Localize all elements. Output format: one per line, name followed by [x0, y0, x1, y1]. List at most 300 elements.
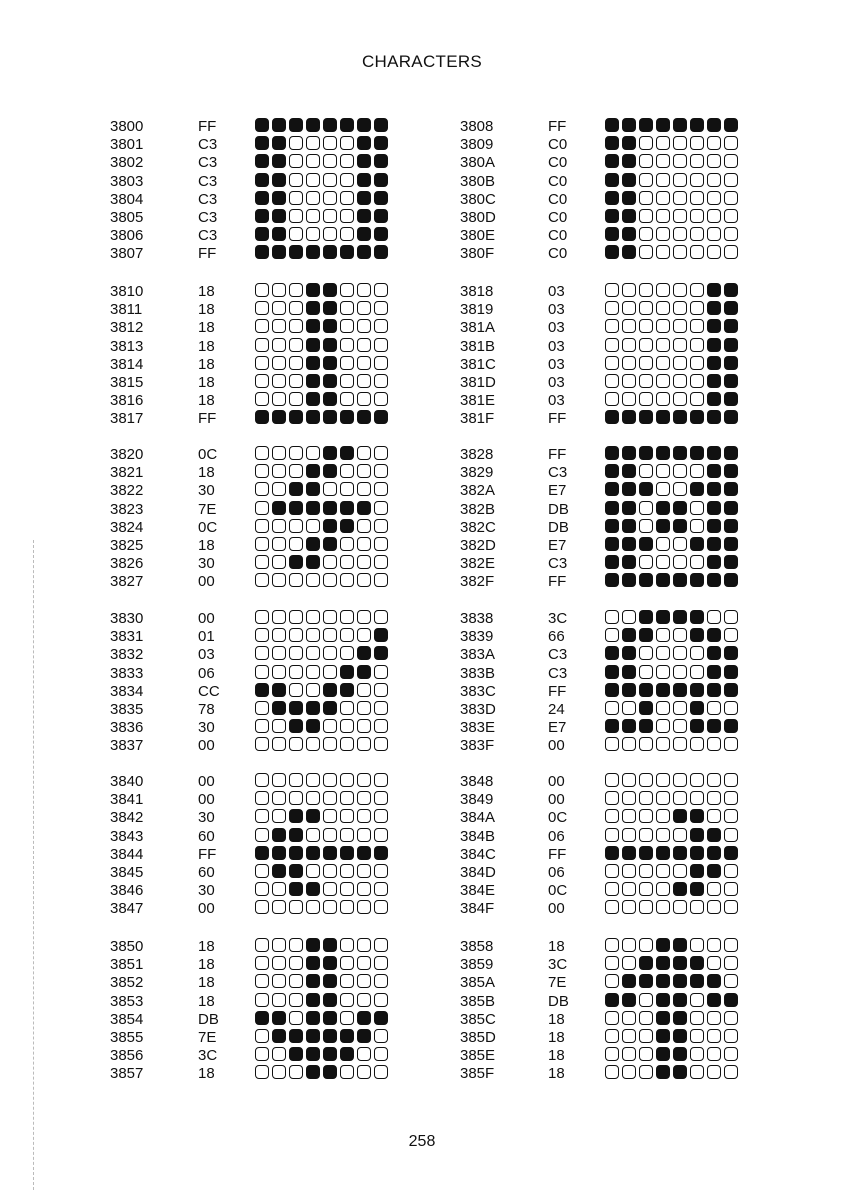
pixel-on: [306, 118, 320, 132]
pixel-off: [255, 900, 269, 914]
pixel-off: [656, 154, 670, 168]
pixel-on: [707, 864, 721, 878]
pixel-on: [707, 446, 721, 460]
hex-value: C0: [548, 136, 568, 154]
pixel-on: [255, 209, 269, 223]
address-label: 3845: [110, 864, 144, 881]
pixel-off: [673, 464, 687, 478]
pixel-on: [272, 154, 286, 168]
pixel-off: [306, 173, 320, 187]
pixel-off: [340, 737, 354, 751]
pixel-off: [289, 464, 303, 478]
hex-value: 30: [198, 882, 215, 900]
pixel-on: [605, 209, 619, 223]
pixel-off: [289, 900, 303, 914]
hex-value: C3: [198, 209, 218, 226]
address-label: 3844: [110, 845, 144, 863]
pixel-on: [673, 446, 687, 460]
pixel-on: [306, 809, 320, 823]
pixel-off: [272, 882, 286, 896]
pixel-off: [357, 537, 371, 551]
page-number: 258: [408, 1133, 436, 1150]
pixel-off: [707, 882, 721, 896]
pixel-off: [323, 227, 337, 241]
pixel-off: [605, 610, 619, 624]
pixel-off: [605, 338, 619, 352]
pixel-off: [605, 1029, 619, 1043]
hex-value: 00: [198, 773, 215, 790]
pixel-off: [289, 446, 303, 460]
pixel-on: [707, 482, 721, 496]
pixel-off: [357, 938, 371, 952]
pixel-on: [605, 446, 619, 460]
pixel-on: [306, 356, 320, 370]
pixel-on: [340, 1029, 354, 1043]
pixel-off: [639, 791, 653, 805]
pixel-off: [673, 301, 687, 315]
pixel-on: [357, 173, 371, 187]
pixel-off: [656, 537, 670, 551]
pixel-off: [724, 1011, 738, 1025]
pixel-on: [289, 719, 303, 733]
pixel-on: [289, 1029, 303, 1043]
pixel-off: [673, 900, 687, 914]
pixel-off: [289, 683, 303, 697]
pixel-on: [707, 319, 721, 333]
pixel-off: [289, 646, 303, 660]
pixel-on: [306, 555, 320, 569]
pixel-on: [622, 501, 636, 515]
pixel-off: [639, 245, 653, 259]
pixel-off: [724, 938, 738, 952]
pixel-off: [724, 628, 738, 642]
pixel-off: [374, 719, 388, 733]
pixel-on: [690, 410, 704, 424]
pixel-off: [622, 392, 636, 406]
pixel-on: [724, 464, 738, 478]
hex-value: C3: [548, 664, 568, 682]
pixel-on: [639, 701, 653, 715]
pixel-off: [707, 956, 721, 970]
pixel-on: [639, 573, 653, 587]
hex-value: FF: [548, 845, 567, 863]
pixel-off: [656, 701, 670, 715]
pixel-off: [639, 864, 653, 878]
pixel-off: [656, 791, 670, 805]
pixel-on: [605, 118, 619, 132]
pixel-on: [605, 683, 619, 697]
pixel-off: [724, 701, 738, 715]
pixel-on: [289, 809, 303, 823]
pixel-off: [289, 537, 303, 551]
pixel-on: [622, 245, 636, 259]
pixel-off: [656, 227, 670, 241]
pixel-off: [639, 392, 653, 406]
pixel-on: [306, 301, 320, 315]
pixel-on: [656, 501, 670, 515]
pixel-on: [306, 338, 320, 352]
pixel-on: [289, 118, 303, 132]
pixel-on: [323, 1065, 337, 1079]
address-label: 3830: [110, 610, 144, 627]
pixel-on: [272, 683, 286, 697]
hex-value: FF: [198, 845, 217, 863]
pixel-on: [255, 410, 269, 424]
hex-value: 18: [198, 956, 215, 974]
pixel-off: [306, 227, 320, 241]
pixel-off: [255, 773, 269, 787]
pixel-on: [707, 392, 721, 406]
pixel-on: [306, 1029, 320, 1043]
pixel-off: [289, 573, 303, 587]
pixel-on: [673, 938, 687, 952]
pixel-off: [272, 665, 286, 679]
pixel-on: [289, 1047, 303, 1061]
pixel-on: [272, 846, 286, 860]
pixel-off: [255, 374, 269, 388]
hex-value: 30: [198, 809, 215, 827]
pixel-off: [357, 737, 371, 751]
pixel-off: [323, 791, 337, 805]
pixel-off: [374, 974, 388, 988]
address-label: 382C: [460, 518, 496, 536]
pixel-on: [724, 319, 738, 333]
address-label: 3808: [460, 118, 494, 135]
pixel-off: [289, 338, 303, 352]
pixel-on: [272, 1029, 286, 1043]
pixel-off: [272, 374, 286, 388]
pixel-on: [340, 665, 354, 679]
pixel-off: [622, 828, 636, 842]
pixel-off: [323, 136, 337, 150]
hex-value: 00: [548, 791, 565, 809]
pixel-off: [374, 446, 388, 460]
pixel-on: [306, 974, 320, 988]
pixel-on: [605, 227, 619, 241]
pixel-off: [340, 993, 354, 1007]
pixel-off: [639, 1029, 653, 1043]
pixel-on: [673, 882, 687, 896]
pixel-off: [323, 154, 337, 168]
pixel-off: [289, 737, 303, 751]
pixel-off: [340, 974, 354, 988]
pixel-off: [656, 464, 670, 478]
pixel-off: [690, 646, 704, 660]
pixel-on: [289, 864, 303, 878]
pixel-off: [707, 610, 721, 624]
pixel-on: [605, 519, 619, 533]
hex-value: FF: [548, 118, 567, 135]
hex-value: FF: [198, 245, 217, 263]
pixel-off: [289, 628, 303, 642]
address-label: 382D: [460, 537, 496, 554]
pixel-off: [673, 628, 687, 642]
pixel-off: [255, 1047, 269, 1061]
pixel-on: [724, 683, 738, 697]
pixel-on: [656, 956, 670, 970]
pixel-off: [724, 209, 738, 223]
pixel-off: [340, 573, 354, 587]
pixel-on: [323, 410, 337, 424]
pixel-off: [255, 956, 269, 970]
pixel-off: [323, 809, 337, 823]
hex-value: 18: [198, 392, 215, 410]
pixel-off: [656, 209, 670, 223]
pixel-on: [323, 846, 337, 860]
hex-value: 3C: [198, 1047, 218, 1065]
pixel-on: [622, 482, 636, 496]
hex-value: 00: [198, 737, 215, 755]
pixel-on: [707, 537, 721, 551]
pixel-off: [622, 809, 636, 823]
pixel-off: [690, 374, 704, 388]
pixel-off: [639, 1047, 653, 1061]
pixel-off: [724, 956, 738, 970]
pixel-off: [289, 773, 303, 787]
pixel-off: [673, 173, 687, 187]
hex-value: 18: [198, 537, 215, 554]
pixel-off: [724, 1065, 738, 1079]
address-label: 380B: [460, 172, 496, 190]
hex-value: 06: [548, 827, 565, 845]
address-label: 3806: [110, 227, 144, 245]
pixel-off: [340, 301, 354, 315]
pixel-on: [605, 555, 619, 569]
pixel-on: [707, 665, 721, 679]
pixel-off: [605, 628, 619, 642]
pixel-off: [639, 136, 653, 150]
pixel-off: [374, 555, 388, 569]
pixel-off: [340, 555, 354, 569]
pixel-on: [673, 683, 687, 697]
pixel-on: [306, 1065, 320, 1079]
pixel-off: [357, 974, 371, 988]
pixel-off: [690, 555, 704, 569]
address-label: 3843: [110, 827, 144, 845]
pixel-on: [707, 628, 721, 642]
pixel-on: [323, 374, 337, 388]
pixel-off: [622, 356, 636, 370]
address-label: 381F: [460, 410, 495, 428]
pixel-off: [357, 900, 371, 914]
hex-value: 00: [198, 573, 215, 591]
pixel-off: [690, 301, 704, 315]
pixel-off: [340, 482, 354, 496]
address-label: 3811: [110, 301, 143, 319]
pixel-off: [724, 173, 738, 187]
pixel-on: [289, 555, 303, 569]
pixel-on: [673, 573, 687, 587]
pixel-off: [306, 610, 320, 624]
hex-value: E7: [548, 537, 567, 554]
pixel-off: [673, 245, 687, 259]
pixel-on: [622, 646, 636, 660]
pixel-on: [357, 136, 371, 150]
pixel-on: [323, 938, 337, 952]
pixel-on: [323, 974, 337, 988]
pixel-on: [374, 1011, 388, 1025]
pixel-on: [605, 173, 619, 187]
pixel-off: [707, 136, 721, 150]
pixel-off: [724, 828, 738, 842]
pixel-off: [605, 974, 619, 988]
pixel-off: [340, 1011, 354, 1025]
pixel-on: [357, 1029, 371, 1043]
pixel-off: [639, 773, 653, 787]
pixel-off: [374, 283, 388, 297]
address-label: 385F: [460, 1065, 495, 1083]
pixel-off: [289, 356, 303, 370]
pixel-off: [272, 974, 286, 988]
pixel-off: [289, 1011, 303, 1025]
pixel-on: [639, 482, 653, 496]
pixel-off: [255, 737, 269, 751]
pixel-off: [255, 993, 269, 1007]
pixel-off: [673, 209, 687, 223]
hex-value: 00: [198, 791, 215, 809]
pixel-off: [656, 245, 670, 259]
address-label: 381D: [460, 374, 496, 391]
pixel-on: [673, 501, 687, 515]
pixel-off: [306, 683, 320, 697]
pixel-on: [673, 118, 687, 132]
pixel-off: [724, 245, 738, 259]
pixel-on: [622, 974, 636, 988]
address-label: 383E: [460, 719, 496, 737]
pixel-on: [622, 993, 636, 1007]
pixel-off: [255, 392, 269, 406]
address-label: 3813: [110, 337, 144, 355]
pixel-off: [306, 828, 320, 842]
pixel-on: [289, 846, 303, 860]
hex-value: C3: [198, 227, 218, 245]
pixel-on: [622, 537, 636, 551]
pixel-on: [605, 719, 619, 733]
pixel-off: [605, 864, 619, 878]
pixel-on: [272, 245, 286, 259]
pixel-off: [255, 809, 269, 823]
pixel-on: [289, 482, 303, 496]
pixel-on: [306, 1011, 320, 1025]
pixel-off: [724, 1047, 738, 1061]
pixel-off: [255, 573, 269, 587]
pixel-off: [707, 227, 721, 241]
pixel-off: [272, 283, 286, 297]
pixel-on: [690, 701, 704, 715]
pixel-off: [255, 301, 269, 315]
pixel-off: [690, 773, 704, 787]
pixel-off: [690, 665, 704, 679]
address-label: 380C: [460, 190, 496, 208]
pixel-off: [255, 938, 269, 952]
hex-value: 18: [548, 1029, 565, 1046]
pixel-off: [707, 701, 721, 715]
pixel-off: [707, 173, 721, 187]
hex-value: 30: [198, 482, 215, 500]
pixel-off: [272, 301, 286, 315]
pixel-on: [357, 410, 371, 424]
pixel-on: [255, 191, 269, 205]
pixel-on: [622, 683, 636, 697]
pixel-off: [255, 791, 269, 805]
pixel-on: [724, 665, 738, 679]
pixel-on: [323, 501, 337, 515]
pixel-on: [340, 683, 354, 697]
pixel-on: [673, 1065, 687, 1079]
pixel-off: [374, 356, 388, 370]
address-label: 3849: [460, 791, 494, 809]
pixel-off: [605, 701, 619, 715]
pixel-off: [622, 374, 636, 388]
pixel-off: [707, 809, 721, 823]
pixel-off: [272, 573, 286, 587]
pixel-off: [673, 646, 687, 660]
pixel-off: [306, 209, 320, 223]
pixel-off: [289, 301, 303, 315]
pixel-off: [605, 791, 619, 805]
pixel-on: [707, 974, 721, 988]
hex-value: 0C: [548, 882, 568, 900]
hex-value: 3C: [548, 610, 568, 627]
pixel-off: [622, 1029, 636, 1043]
pixel-on: [323, 993, 337, 1007]
address-label: 3823: [110, 500, 144, 518]
pixel-off: [707, 1047, 721, 1061]
pixel-on: [690, 828, 704, 842]
pixel-off: [707, 209, 721, 223]
pixel-off: [374, 737, 388, 751]
pixel-off: [323, 573, 337, 587]
pixel-off: [622, 610, 636, 624]
hex-value: CC: [198, 682, 220, 700]
pixel-off: [690, 519, 704, 533]
pixel-off: [656, 665, 670, 679]
pixel-on: [306, 464, 320, 478]
pixel-off: [340, 136, 354, 150]
hex-value: 7E: [548, 974, 567, 992]
pixel-off: [357, 809, 371, 823]
pixel-on: [690, 118, 704, 132]
pixel-off: [656, 338, 670, 352]
hex-value: 18: [198, 319, 215, 337]
pixel-off: [656, 283, 670, 297]
pixel-on: [340, 501, 354, 515]
pixel-on: [673, 974, 687, 988]
pixel-off: [272, 1047, 286, 1061]
hex-value: C0: [548, 227, 568, 245]
pixel-off: [673, 791, 687, 805]
address-label: 3824: [110, 518, 144, 536]
pixel-on: [255, 173, 269, 187]
pixel-off: [690, 154, 704, 168]
pixel-off: [622, 882, 636, 896]
pixel-on: [605, 665, 619, 679]
pixel-off: [656, 482, 670, 496]
pixel-on: [374, 227, 388, 241]
pixel-on: [323, 701, 337, 715]
pixel-off: [340, 809, 354, 823]
pixel-off: [323, 882, 337, 896]
pixel-on: [323, 118, 337, 132]
pixel-off: [690, 501, 704, 515]
pixel-on: [673, 519, 687, 533]
hex-value: 0C: [198, 518, 218, 536]
pixel-on: [357, 846, 371, 860]
pixel-on: [673, 1047, 687, 1061]
pixel-off: [605, 1065, 619, 1079]
pixel-on: [605, 993, 619, 1007]
pixel-off: [374, 938, 388, 952]
